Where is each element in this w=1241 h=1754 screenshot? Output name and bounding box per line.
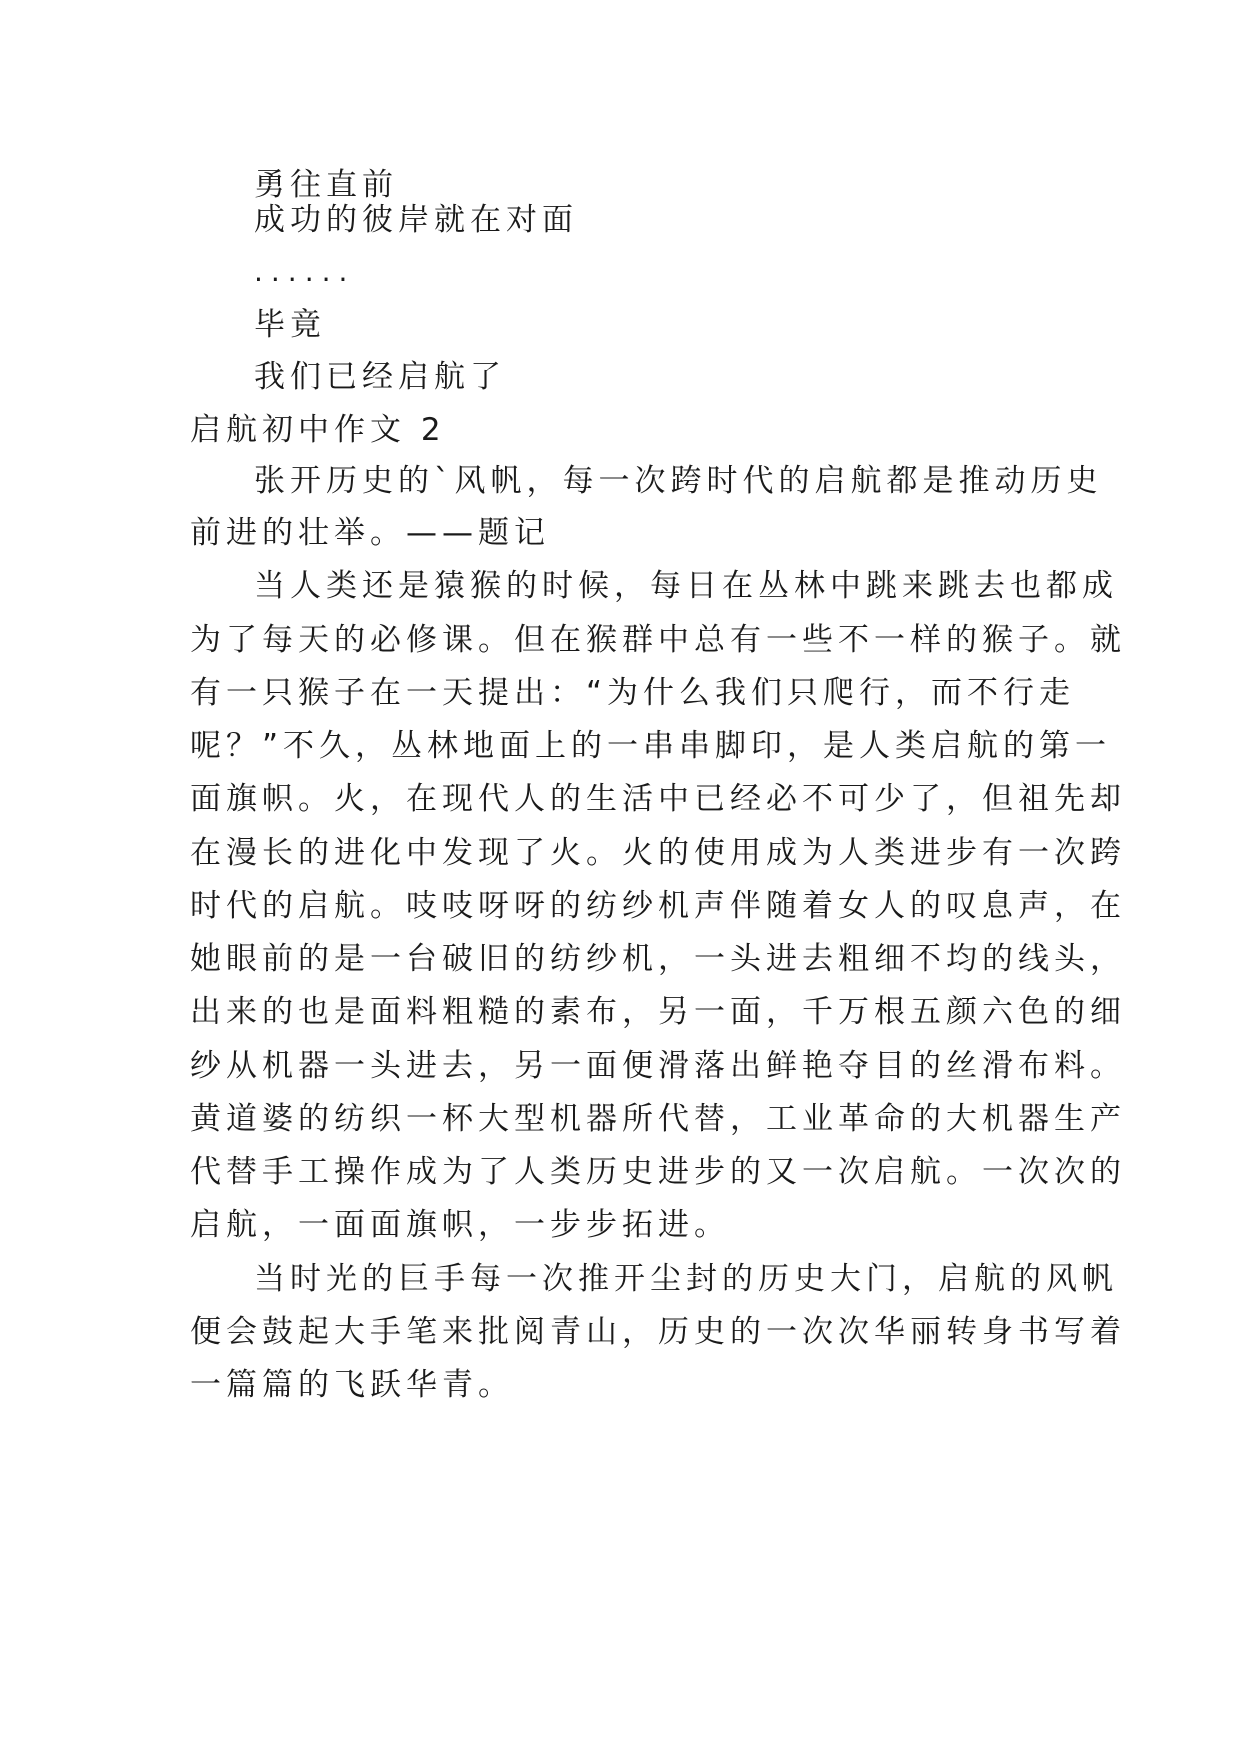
poem-line: 毕竟 bbox=[254, 307, 326, 343]
paragraph-line: 当时光的巨手每一次推开尘封的历史大门，启航的风帆 bbox=[254, 1261, 1118, 1297]
paragraph-line: 纱从机器一头进去，另一面便滑落出鲜艳夺目的丝滑布料。 bbox=[190, 1048, 1126, 1084]
paragraph-line: 一篇篇的飞跃华青。 bbox=[190, 1367, 514, 1403]
paragraph-line: 出来的也是面料粗糙的素布，另一面，千万根五颜六色的细 bbox=[190, 994, 1126, 1030]
paragraph-line: 当人类还是猿猴的时候，每日在丛林中跳来跳去也都成 bbox=[254, 568, 1118, 604]
paragraph-line: 黄道婆的纺织一杯大型机器所代替，工业革命的大机器生产 bbox=[190, 1101, 1126, 1137]
paragraph-line: 便会鼓起大手笔来批阅青山，历史的一次次华丽转身书写着 bbox=[190, 1314, 1126, 1350]
essay-title: 启航初中作文 2 bbox=[190, 412, 446, 448]
poem-ellipsis: ······ bbox=[254, 263, 356, 296]
poem-line: 勇往直前 bbox=[254, 167, 398, 203]
paragraph-line: 为了每天的必修课。但在猴群中总有一些不一样的猴子。就 bbox=[190, 622, 1126, 658]
paragraph-line: 呢？”不久，丛林地面上的一串串脚印，是人类启航的第一 bbox=[190, 728, 1112, 764]
paragraph-line: 她眼前的是一台破旧的纺纱机，一头进去粗细不均的线头， bbox=[190, 941, 1126, 977]
paragraph-line: 启航，一面面旗帜，一步步拓进。 bbox=[190, 1207, 730, 1243]
paragraph-line: 面旗帜。火，在现代人的生活中已经必不可少了，但祖先却 bbox=[190, 781, 1126, 817]
poem-line: 我们已经启航了 bbox=[254, 359, 506, 395]
paragraph-line: 前进的壮举。——题记 bbox=[190, 515, 550, 551]
poem-line: 成功的彼岸就在对面 bbox=[254, 202, 578, 238]
paragraph-line: 有一只猴子在一天提出：“为什么我们只爬行，而不行走 bbox=[190, 675, 1076, 711]
paragraph-line: 代替手工操作成为了人类历史进步的又一次启航。一次次的 bbox=[190, 1154, 1126, 1190]
paragraph-line: 在漫长的进化中发现了火。火的使用成为人类进步有一次跨 bbox=[190, 835, 1126, 871]
paragraph-line: 时代的启航。吱吱呀呀的纺纱机声伴随着女人的叹息声，在 bbox=[190, 888, 1126, 924]
paragraph-line: 张开历史的`风帆，每一次跨时代的启航都是推动历史 bbox=[254, 463, 1103, 499]
